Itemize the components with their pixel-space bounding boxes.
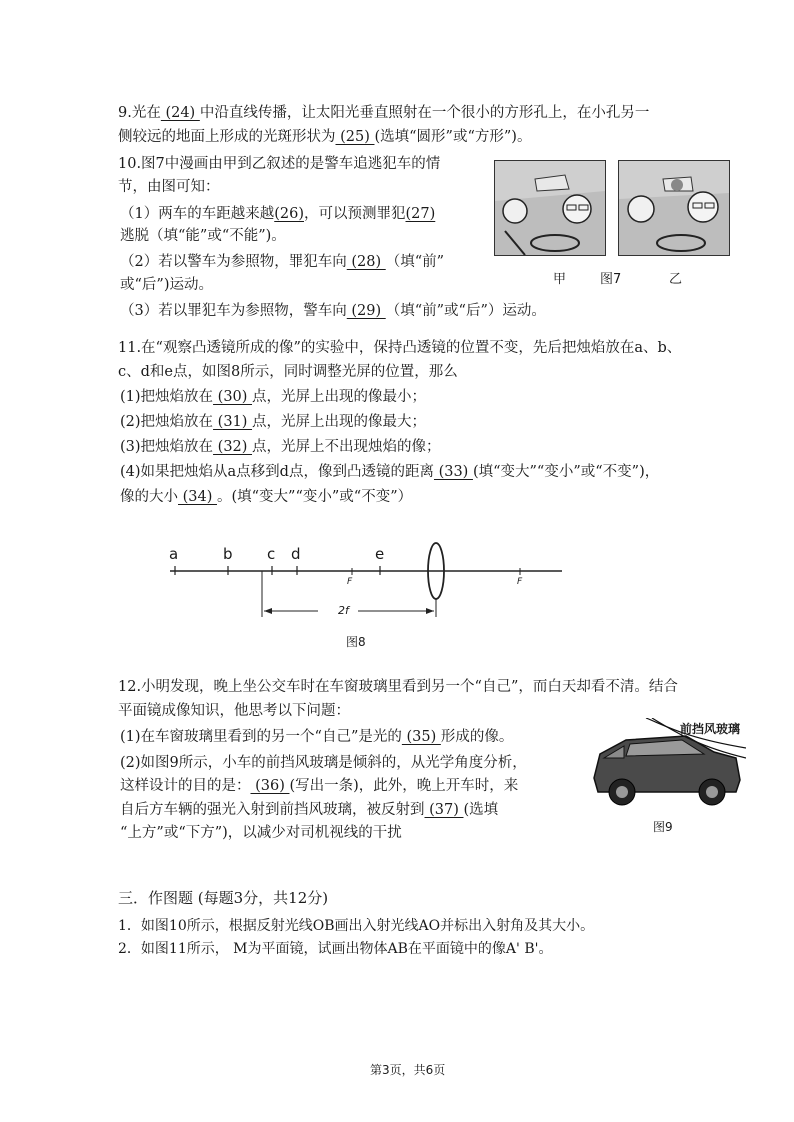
q10-line-1: 10.图7中漫画由甲到乙叙述的是警车追逃犯车的情 [118, 156, 441, 172]
point-a-label: a [169, 545, 179, 563]
section-3-item-1: 1．如图10所示，根据反射光线OB画出入射光线AO并标出入射角及其大小。 [118, 918, 595, 934]
focus-left-label: F [347, 577, 353, 587]
q11-sub-3: (3)把烛焰放在 (32) 点，光屏上不出现烛焰的像； [120, 439, 441, 455]
q10-sub-1-cont: 逃脱（填“能”或“不能”)。 [120, 228, 286, 244]
figure-8-diagram [150, 535, 580, 625]
q12-sub-2-cont-1: 这样设计的目的是： (36) (写出一条)，此外，晚上开车时，来 [120, 778, 519, 794]
q10-line-2: 节，由图可知： [118, 179, 220, 195]
fig7-left-label: 甲 [553, 272, 567, 287]
blank-36[interactable]: (36) [250, 778, 290, 794]
q11-sub-2: (2)把烛焰放在 (31) 点，光屏上出现的像最大； [120, 414, 427, 430]
point-c-label: c [267, 545, 276, 563]
blank-32[interactable]: (32) [213, 439, 253, 455]
focus-right-label: F [517, 577, 523, 587]
q12-line-2: 平面镜成像知识，他思考以下问题： [118, 703, 350, 719]
blank-25[interactable]: (25) [335, 129, 375, 145]
comic-panel-jia [494, 160, 606, 256]
blank-34[interactable]: (34) [178, 489, 217, 505]
q11-line-1: 11.在“观察凸透镜所成的像”的实验中，保持凸透镜的位置不变，先后把烛焰放在a、b、 [118, 340, 682, 356]
blank-29[interactable]: (29) [346, 303, 386, 319]
q12-sub-2: (2)如图9所示，小车的前挡风玻璃是倾斜的，从光学角度分析， [120, 755, 527, 771]
blank-37[interactable]: (37) [424, 802, 464, 818]
point-e-label: e [375, 545, 385, 563]
q11-line-2: c、d和e点，如图8所示，同时调整光屏的位置，那么 [118, 364, 458, 380]
blank-33[interactable]: (33) [433, 464, 473, 480]
q11-sub-1: (1)把烛焰放在 (30) 点，光屏上出现的像最小； [120, 389, 427, 405]
comic-yi-drawing [619, 161, 729, 255]
section-3-title: 三．作图题 (每题3分，共12分) [118, 889, 329, 907]
q10-sub-2-cont: 或“后”)运动。 [120, 277, 213, 293]
q12-line-1: 12.小明发现，晚上坐公交车时在车窗玻璃里看到另一个“自己”，而白天却看不清。结合 [118, 679, 678, 695]
comic-panel-yi [618, 160, 730, 256]
q9-line-2: 侧较远的地面上形成的光斑形状为 (25) (选填“圆形”或“方形”)。 [118, 129, 532, 145]
q12-sub-2-cont-3: “上方”或“下方”)，以减少对司机视线的干扰 [120, 825, 402, 841]
windshield-label: 前挡风玻璃 [680, 722, 741, 736]
blank-31[interactable]: (31) [213, 414, 253, 430]
arrow-left [264, 608, 272, 614]
q11-sub-5: 像的大小 (34) 。(填“变大”“变小”或“不变”） [120, 489, 413, 505]
fig7-right-label: 乙 [669, 272, 683, 287]
q12-sub-2-cont-2: 自后方车辆的强光入射到前挡风玻璃，被反射到 (37) (选填 [120, 802, 499, 818]
section-3-item-2: 2．如图11所示， M为平面镜，试画出物体AB在平面镜中的像A' B'。 [118, 941, 553, 957]
q11-sub-4: (4)如果把烛焰从a点移到d点，像到凸透镜的距离 (33) (填“变大”“变小”或“不变”)， [120, 464, 660, 480]
q10-sub-2: （2）若以警车为参照物，罪犯车向 (28) （填“前” [120, 254, 445, 270]
fig9-caption: 图9 [653, 820, 673, 834]
blank-26[interactable]: (26) [274, 206, 304, 222]
point-d-label: d [291, 545, 301, 563]
fig8-caption: 图8 [346, 635, 366, 649]
point-b-label: b [223, 545, 233, 563]
blank-35[interactable]: (35) [401, 729, 441, 745]
q9-line-1: 9.光在 (24) 中沿直线传播，让太阳光垂直照射在一个很小的方形孔上，在小孔另一 [118, 105, 650, 121]
blank-24[interactable]: (24) [160, 105, 200, 121]
blank-30[interactable]: (30) [213, 389, 253, 405]
fig7-caption: 图7 [600, 272, 622, 287]
arrow-right [426, 608, 434, 614]
q10-sub-1: （1）两车的车距越来越(26)，可以预测罪犯(27) [120, 206, 436, 222]
q12-sub-1: (1)在车窗玻璃里看到的另一个“自己”是光的 (35) 形成的像。 [120, 729, 514, 745]
page-number-footer: 第3页，共6页 [370, 1063, 446, 1077]
q10-sub-3: （3）若以罪犯车为参照物，警车向 (29) （填“前”或“后”）运动。 [120, 303, 546, 319]
blank-28[interactable]: (28) [346, 254, 386, 270]
comic-jia-drawing [495, 161, 605, 255]
blank-27[interactable]: (27) [405, 206, 436, 222]
two-f-label: 2f [338, 604, 349, 617]
